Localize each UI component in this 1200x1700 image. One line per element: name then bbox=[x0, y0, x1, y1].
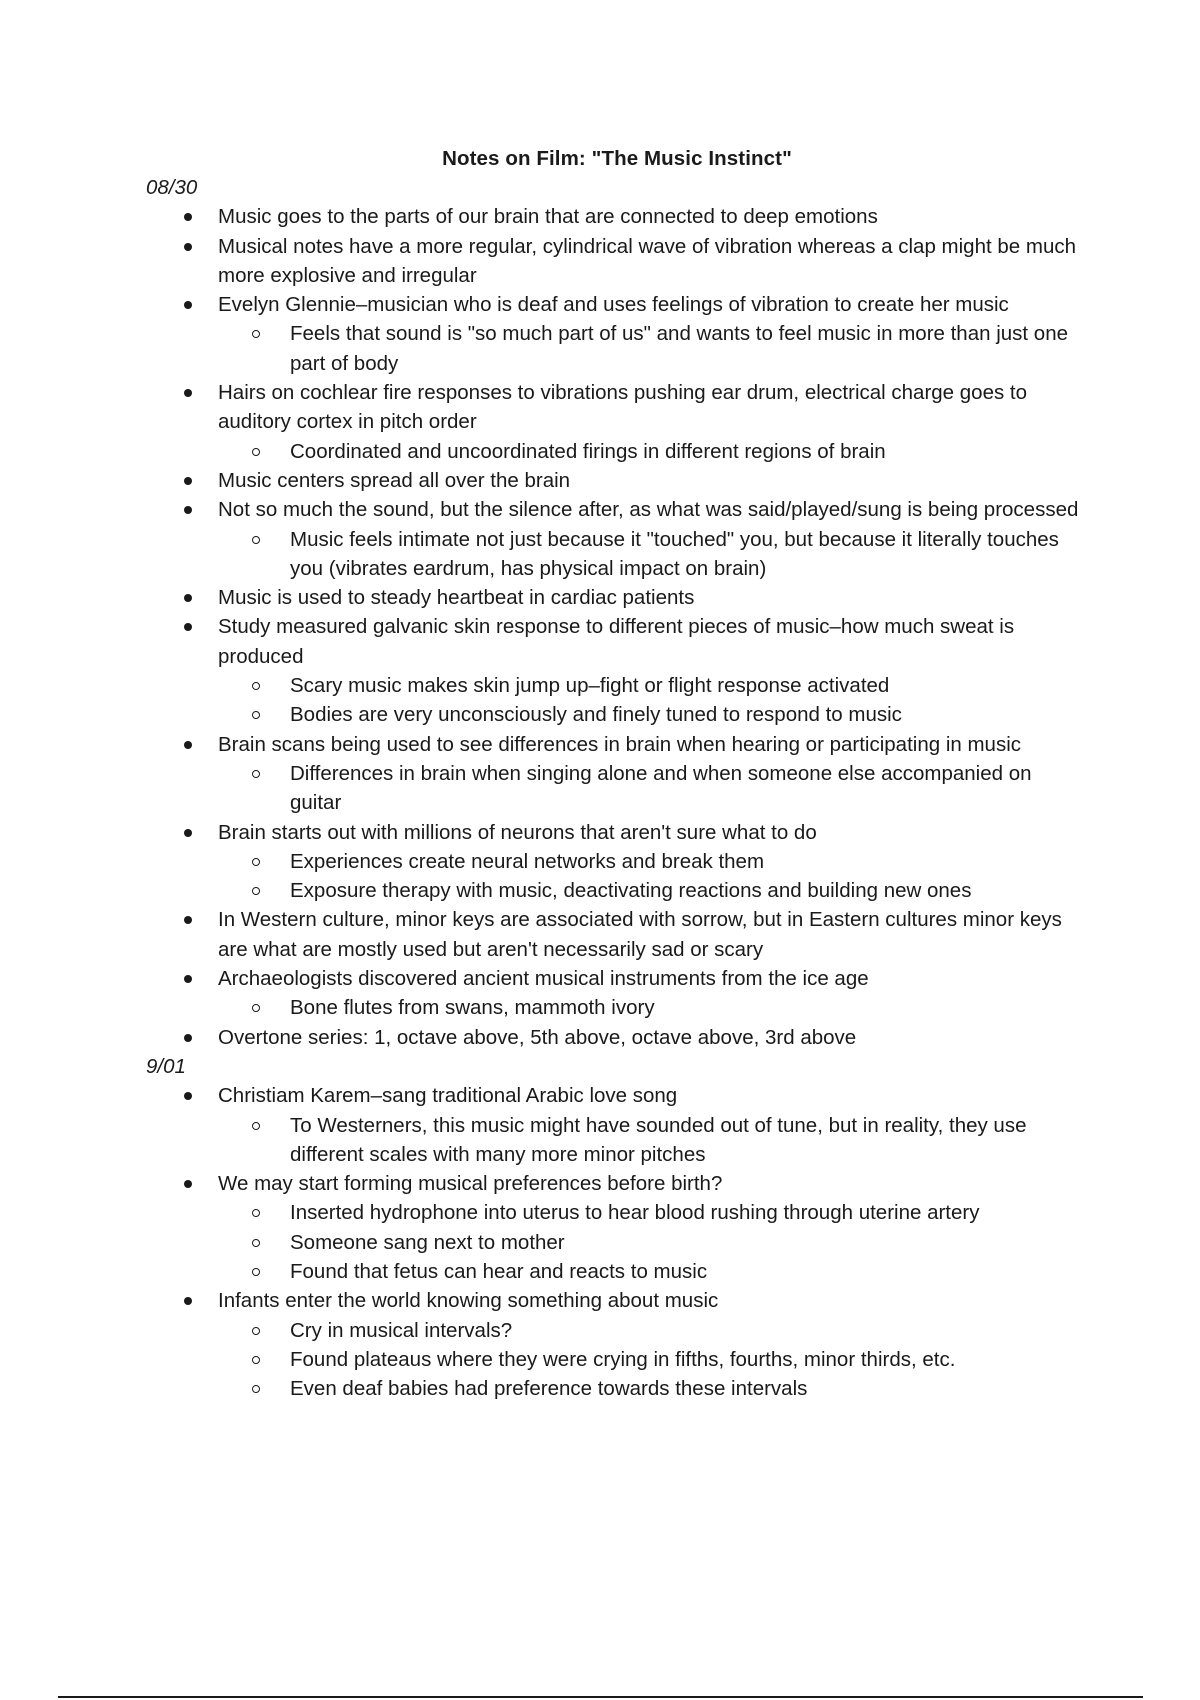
bullet-text: Archaeologists discovered ancient musical instruments from the ice age bbox=[218, 967, 869, 991]
bullet-text: Christiam Karem–sang traditional Arabic love song bbox=[218, 1084, 678, 1108]
bullet-text: Brain scans being used to see differences in brain when hearing or participating in music bbox=[218, 732, 1022, 756]
bullet-item bbox=[0, 378, 1200, 466]
bullet-item bbox=[0, 583, 1200, 612]
sub-bullet-item: Bodies are very unconsciously and finely tuned to respond to music bbox=[290, 700, 1090, 729]
sub-bullet-list bbox=[218, 993, 1090, 1022]
sub-bullet-list bbox=[218, 671, 1090, 730]
bullet-item bbox=[0, 905, 1200, 964]
sub-bullet-list bbox=[218, 1198, 1090, 1286]
sub-bullet-item: Bone flutes from swans, mammoth ivory bbox=[290, 993, 1090, 1022]
sub-bullet-list bbox=[218, 319, 1090, 378]
sub-bullet-list bbox=[218, 1316, 1090, 1404]
bullet-item bbox=[0, 612, 1200, 729]
sub-bullet-item: Cry in musical intervals? bbox=[290, 1316, 1090, 1345]
bullet-item bbox=[0, 290, 1200, 378]
sub-bullet-list bbox=[218, 759, 1090, 818]
bullet-item bbox=[0, 202, 1200, 231]
notes-content bbox=[0, 173, 1200, 1403]
bullet-item bbox=[0, 232, 1200, 291]
sub-bullet-list bbox=[218, 847, 1090, 906]
sub-bullet-item: Someone sang next to mother bbox=[290, 1228, 1090, 1257]
bullet-item bbox=[0, 466, 1200, 495]
sub-bullet-list bbox=[218, 437, 1090, 466]
bullet-text: Music is used to steady heartbeat in cardiac patients bbox=[218, 586, 695, 610]
sub-bullet-item: Experiences create neural networks and break them bbox=[290, 847, 1090, 876]
bullet-item bbox=[0, 818, 1200, 906]
sub-bullet-item: Inserted hydrophone into uterus to hear blood rushing through uterine artery bbox=[290, 1198, 1090, 1227]
sub-bullet-item: Found that fetus can hear and reacts to music bbox=[290, 1257, 1090, 1286]
sub-bullet-item: Music feels intimate not just because it "touched" you, but because it literally touches you (vibrates eardrum, has physical impact on brain) bbox=[290, 525, 1090, 584]
bullet-item bbox=[0, 1023, 1200, 1052]
bullet-text: Music centers spread all over the brain bbox=[218, 468, 571, 492]
bullet-text: Overtone series: 1, octave above, 5th above, octave above, 3rd above bbox=[218, 1025, 857, 1049]
footer-rule bbox=[58, 1696, 1143, 1698]
sub-bullet-item: Differences in brain when singing alone and when someone else accompanied on guitar bbox=[290, 759, 1090, 818]
sub-bullet-item: Scary music makes skin jump up–fight or flight response activated bbox=[290, 671, 1090, 700]
sub-bullet-list bbox=[218, 1111, 1090, 1170]
sub-bullet-list bbox=[218, 525, 1090, 584]
bullet-item bbox=[0, 1081, 1200, 1169]
sub-bullet-item: Found plateaus where they were crying in fifths, fourths, minor thirds, etc. bbox=[290, 1345, 1090, 1374]
bullet-text: Hairs on cochlear fire responses to vibrations pushing ear drum, electrical charge goes to auditory cortex in pitch order bbox=[218, 381, 1028, 434]
bullet-item bbox=[0, 495, 1200, 583]
bullet-text: Brain starts out with millions of neurons that aren't sure what to do bbox=[218, 820, 817, 844]
section-date: 9/01 bbox=[146, 1054, 186, 1078]
sub-bullet-item: Even deaf babies had preference towards these intervals bbox=[290, 1374, 1090, 1403]
bullet-list bbox=[0, 202, 1200, 1052]
bullet-text: Musical notes have a more regular, cylindrical wave of vibration whereas a clap might be much more explosive and irregular bbox=[218, 234, 1076, 287]
bullet-item bbox=[0, 1169, 1200, 1286]
page-title: Notes on Film: "The Music Instinct" bbox=[442, 147, 792, 170]
bullet-list bbox=[0, 1081, 1200, 1403]
bullet-item bbox=[0, 964, 1200, 1023]
sub-bullet-item: Coordinated and uncoordinated firings in different regions of brain bbox=[290, 437, 1090, 466]
bullet-text: Infants enter the world knowing something about music bbox=[218, 1289, 719, 1313]
bullet-text: We may start forming musical preferences before birth? bbox=[218, 1172, 723, 1196]
sub-bullet-item: To Westerners, this music might have sounded out of tune, but in reality, they use different scales with many more minor pitches bbox=[290, 1111, 1090, 1170]
bullet-text: Study measured galvanic skin response to different pieces of music–how much sweat is produced bbox=[218, 615, 1015, 668]
bullet-text: Music goes to the parts of our brain that are connected to deep emotions bbox=[218, 205, 878, 229]
bullet-text: Evelyn Glennie–musician who is deaf and uses feelings of vibration to create her music bbox=[218, 293, 1009, 317]
bullet-text: In Western culture, minor keys are associated with sorrow, but in Eastern cultures minor keys are what are mostly used but aren't necessarily sad or scary bbox=[218, 908, 1062, 961]
bullet-item bbox=[0, 1286, 1200, 1403]
sub-bullet-item: Exposure therapy with music, deactivating reactions and building new ones bbox=[290, 876, 1090, 905]
bullet-item bbox=[0, 730, 1200, 818]
sub-bullet-item: Feels that sound is "so much part of us" and wants to feel music in more than just one part of body bbox=[290, 319, 1090, 378]
section-date: 08/30 bbox=[146, 176, 198, 199]
bullet-text: Not so much the sound, but the silence after, as what was said/played/sung is being processed bbox=[218, 498, 1079, 522]
